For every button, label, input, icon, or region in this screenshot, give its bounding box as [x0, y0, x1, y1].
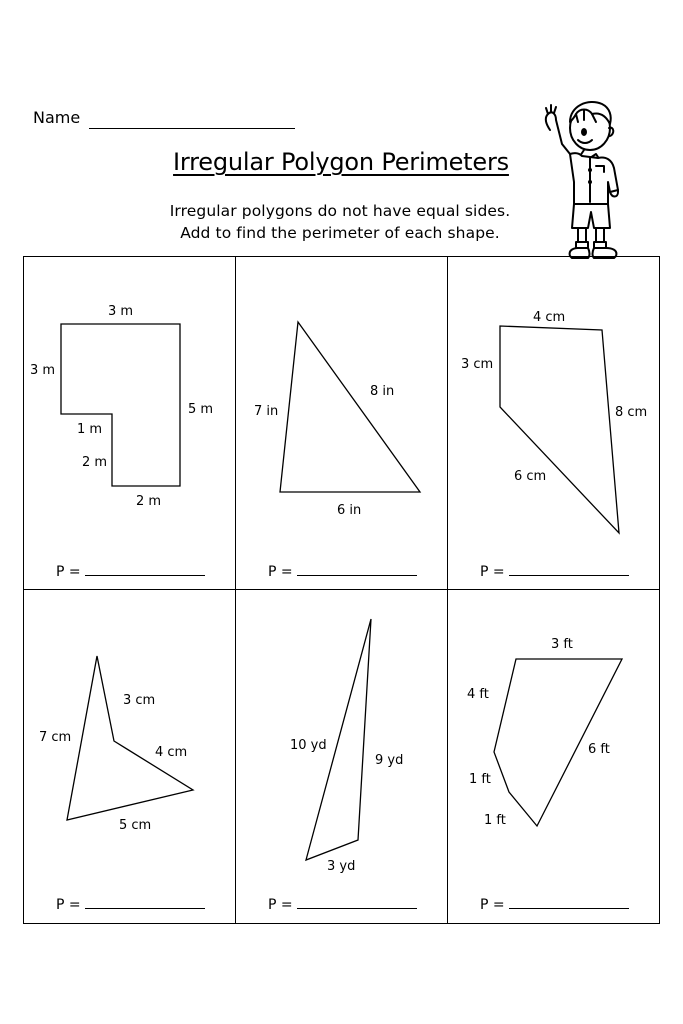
- polygon-1: [61, 324, 180, 486]
- answer-prompt: P =: [56, 897, 81, 913]
- side-label: 5 m: [188, 402, 214, 417]
- side-label: 6 ft: [588, 742, 610, 757]
- side-label: 6 cm: [514, 469, 547, 484]
- side-label: 3 m: [30, 363, 56, 378]
- instructions-line-1: Irregular polygons do not have equal sides.: [169, 202, 511, 220]
- answer-prompt: P =: [268, 897, 293, 913]
- answer-prompt: P =: [480, 564, 505, 580]
- answer-blank[interactable]: [509, 565, 629, 576]
- side-label: 7 in: [254, 404, 279, 419]
- answer-line-3[interactable]: [480, 564, 629, 580]
- side-label: 3 cm: [123, 693, 156, 708]
- answer-blank[interactable]: [297, 898, 417, 909]
- polygon-2: [280, 322, 420, 492]
- side-label: 1 ft: [484, 813, 506, 828]
- side-label: 3 cm: [461, 357, 494, 372]
- answer-line-1[interactable]: [56, 564, 205, 580]
- side-label: 3 m: [108, 304, 134, 319]
- side-label: 1 m: [77, 422, 103, 437]
- side-label: 6 in: [337, 503, 362, 518]
- side-label: 8 in: [370, 384, 395, 399]
- side-label: 4 ft: [467, 687, 489, 702]
- side-label: 2 m: [82, 455, 108, 470]
- side-label: 2 m: [136, 494, 162, 509]
- answer-blank[interactable]: [85, 898, 205, 909]
- answer-prompt: P =: [56, 564, 81, 580]
- name-label: Name: [33, 108, 81, 127]
- answer-line-5[interactable]: [268, 897, 417, 913]
- side-label: 1 ft: [469, 772, 491, 787]
- instructions-line-2: Add to find the perimeter of each shape.: [180, 224, 500, 242]
- worksheet-title: Irregular Polygon Perimeters: [173, 148, 509, 176]
- answer-line-4[interactable]: [56, 897, 205, 913]
- side-label: 3 ft: [551, 637, 573, 652]
- side-label: 8 cm: [615, 405, 648, 420]
- side-label: 4 cm: [533, 310, 566, 325]
- side-label: 3 yd: [327, 859, 356, 874]
- answer-line-2[interactable]: [268, 564, 417, 580]
- side-label: 10 yd: [290, 738, 327, 753]
- polygon-4: [67, 656, 193, 820]
- answer-blank[interactable]: [297, 565, 417, 576]
- answer-blank[interactable]: [85, 565, 205, 576]
- side-label: 7 cm: [39, 730, 72, 745]
- side-label: 9 yd: [375, 753, 404, 768]
- answer-prompt: P =: [268, 564, 293, 580]
- answer-blank[interactable]: [509, 898, 629, 909]
- answer-line-6[interactable]: [480, 897, 629, 913]
- polygon-3: [500, 326, 619, 533]
- answer-prompt: P =: [480, 897, 505, 913]
- side-label: 4 cm: [155, 745, 188, 760]
- side-label: 5 cm: [119, 818, 152, 833]
